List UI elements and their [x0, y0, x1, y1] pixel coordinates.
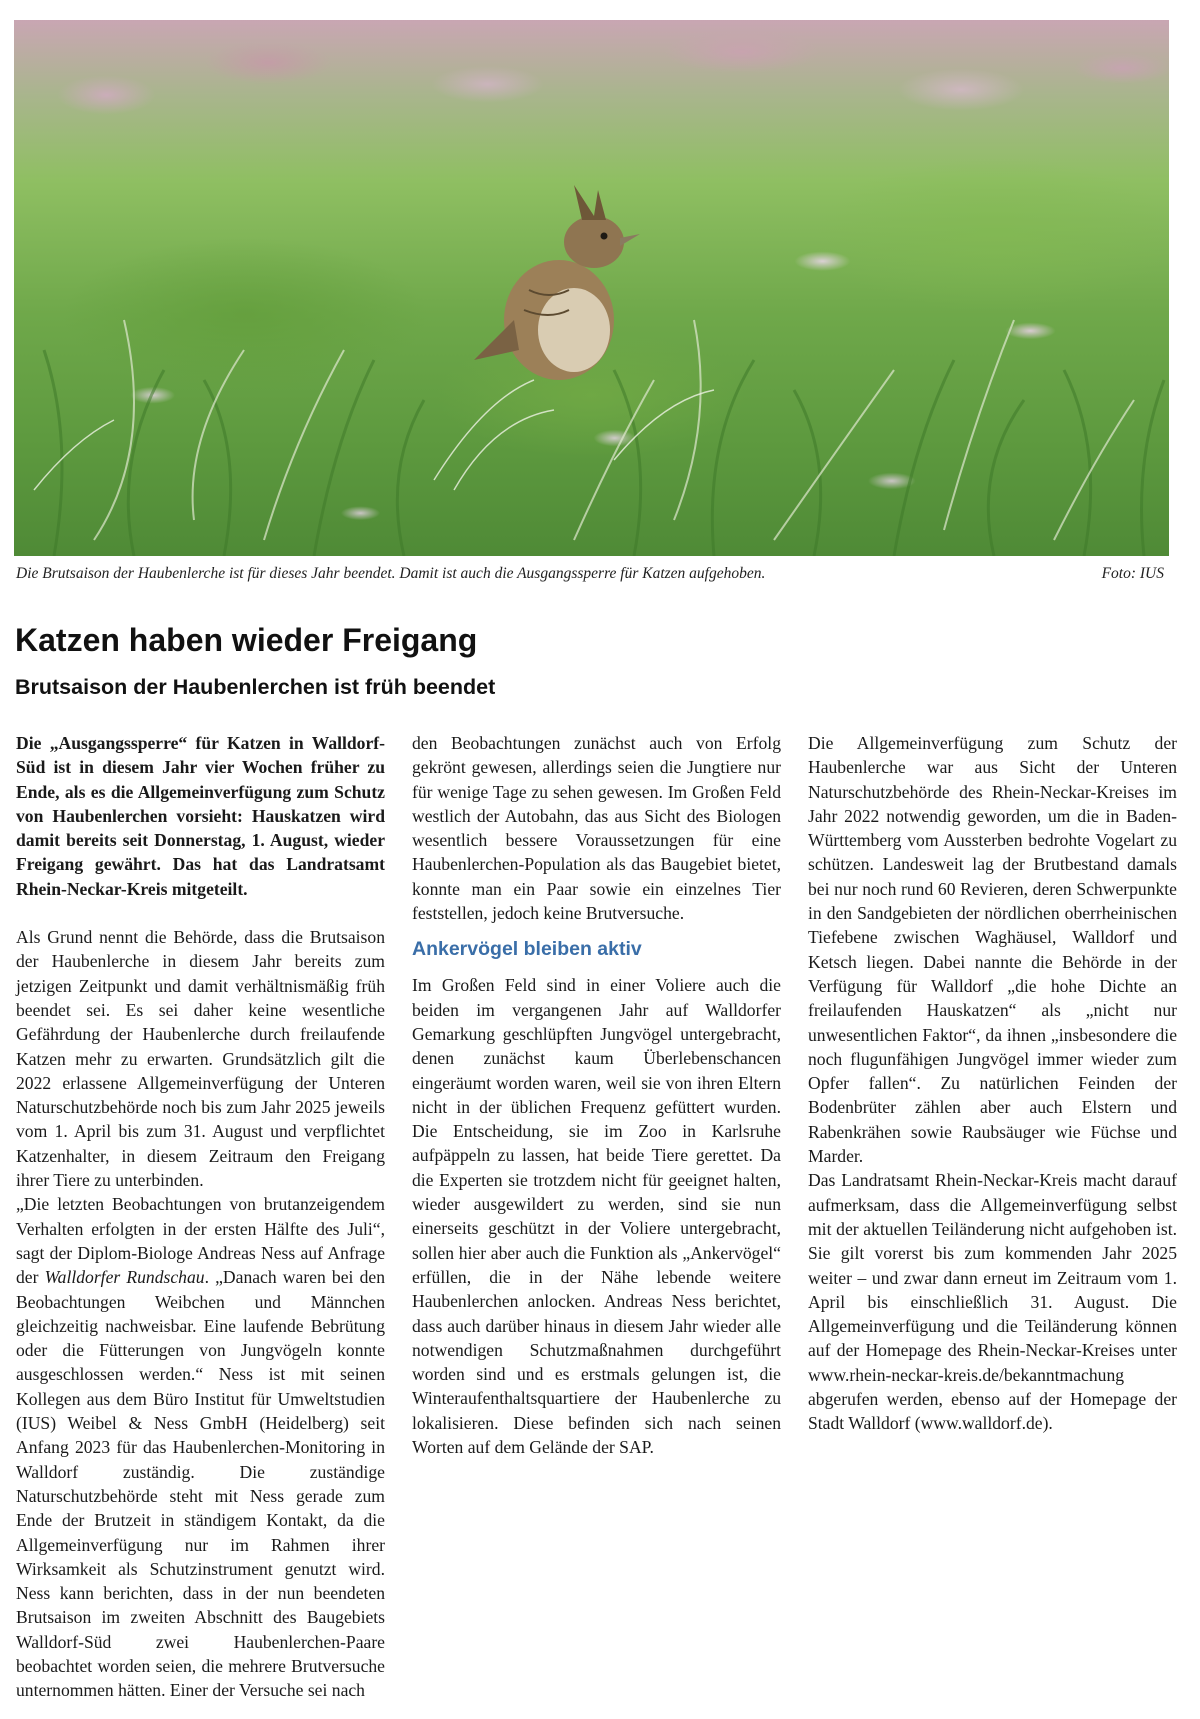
paragraph-observations-part-1: „Die letzten Beobachtungen von brutanzeigendem Verhalten erfolgten in der ersten Hälfte des Juli“, sagt der Diplom-Biologe Andreas Ness auf Anfrage der — [16, 1194, 385, 1288]
article-subtitle: Brutsaison der Haubenlerchen ist früh beendet — [15, 675, 496, 699]
paragraph-anchor-birds: Im Großen Feld sind in einer Voliere auch die beiden im vergangenen Jahr auf Walldorfer Gemarkung geschlüpften Jungvögel untergebracht, denen zunächst kaum Überlebenschancen eingeräumt worden waren, weil sie von ihren Eltern nicht in der üblichen Frequenz gefüttert wurden. Die Entscheidung, sie im Zoo in Karlsruhe aufpäppeln zu lassen, hat beide Tiere gerettet. Da die Experten sie trotzdem nicht für geeignet halten, wieder ausgewildert zu werden, sind sie nun einerseits geschützt in der Voliere untergebracht, sollen hier aber auch die Funktion als „Ankervögel“ erfüllen, die in der Nähe lebende weitere Haubenlerchen anlocken. Andreas Ness berichtet, dass auch darüber hinaus in diesem Jahr wieder alle notwendigen Schutzmaßnahmen durchgeführt worden sind und es erstmals gelungen ist, die Winteraufenthaltsquartiere der Haubenlerche zu lokalisieren. Diese befinden sich nach seinen Worten auf dem Gelände der SAP. — [412, 975, 781, 1458]
paragraph-observations-part-2: . „Danach waren bei den Beobachtungen Weibchen und Männchen gleichzeitig nachweisbar. Eine laufende Bebrütung oder die Fütterungen von Jungvögeln konnte ausgeschlossen werden.“ Ness ist mit seinen Kollegen aus dem Büro Institut für Umweltstudien (IUS) Weibel & Ness GmbH (Heidelberg) seit Anfang 2023 für das Haubenlerchen-Monitoring in Walldorf zuständig. Die zuständige Naturschutzbehörde steht mit Ness gerade zum Ende der Brutzeit in ständigem Kontakt, da die Allgemeinverfügung nur im Rahmen ihrer Wirksamkeit als Schutzinstrument genutzt wird. Ness kann berichten, dass in der nun beendeten Brutsaison im zweiten Abschnitt des Baugebiets Walldorf-Süd zwei Haubenlerchen-Paare beobachtet worden seien, die mehrere Brutversuche unternommen hätten. Einer der Versuche sei nach — [16, 1267, 385, 1701]
paragraph-observations — [16, 1192, 385, 1702]
lead-paragraph: Die „Ausgangssperre“ für Katzen in Walldorf-Süd ist in diesem Jahr vier Wochen früher zu Ende, als es die Allgemeinverfügung zum Schutz von Haubenlerchen vorsieht: Hauskatzen wird damit bereits seit Donnerstag, 1. August, wieder Freigang gewährt. Das hat das Landratsamt Rhein-Neckar-Kreis mitgeteilt. — [16, 733, 385, 899]
photo-credit: Foto: IUS — [1101, 565, 1164, 582]
newspaper-name: Walldorfer Rundschau — [44, 1267, 205, 1288]
section-subheading: Ankervögel bleiben aktiv — [412, 938, 642, 961]
photo-caption — [16, 562, 1166, 586]
text-column-1 — [16, 731, 385, 1703]
crested-lark-photo — [14, 20, 1169, 556]
paragraph-reason: Als Grund nennt die Behörde, dass die Brutsaison der Haubenlerche in diesem Jahr bereits zum jetzigen Zeitpunkt und damit verhältnismäßig früh beendet sei. Es sei daher keine wesentliche Gefährdung der Haubenlerche durch freilaufende Katzen mehr zu erwarten. Grundsätzlich gilt die 2022 erlassene Allgemeinverfügung der Unteren Naturschutzbehörde noch bis zum Jahr 2025 jeweils vom 1. April bis zum 31. August und verpflichtet Katzenhalter, in diesem Zeitraum den Freigang ihrer Tiere zu unterbinden. — [16, 927, 385, 1191]
crested-lark — [474, 185, 640, 380]
article-title: Katzen haben wieder Freigang — [15, 622, 478, 658]
paragraph-observations-continued: den Beobachtungen zunächst auch von Erfolg gekrönt gewesen, allerdings seien die Jungtiere nur für wenige Tage zu sehen gewesen. Im Großen Feld westlich der Autobahn, das aus Sicht des Biologen wesentlich bessere Voraussetzungen für eine Haubenlerchen-Population als das Baugebiet bietet, konnte man ein Paar sowie ein einzelnes Tier feststellen, jedoch keine Brutversuche. — [412, 733, 781, 924]
text-column-2 — [412, 731, 781, 1459]
bird-in-grass-illustration — [14, 20, 1169, 556]
caption-text: Die Brutsaison der Haubenlerche ist für dieses Jahr beendet. Damit ist auch die Ausgangssperre für Katzen aufgehoben. — [16, 565, 766, 582]
text-column-3 — [808, 731, 1177, 1436]
paragraph-regulation-validity: Das Landratsamt Rhein-Neckar-Kreis macht darauf aufmerksam, dass die Allgemeinverfügung selbst mit der aktuellen Teiländerung nicht aufgehoben ist. Sie gilt vorerst bis zum kommenden Jahr 2025 weiter – und zwar dann erneut im Zeitraum vom 1. April bis einschließlich 31. August. Die Allgemeinverfügung und die Teiländerung können auf der Homepage des Rhein-Neckar-Kreises unter www.rhein-neckar-kreis.de/bekanntmachung abgerufen werden, ebenso auf der Homepage der Stadt Walldorf (www.walldorf.de). — [808, 1170, 1177, 1434]
paragraph-regulation-background: Die Allgemeinverfügung zum Schutz der Haubenlerche war aus Sicht der Unteren Naturschutzbehörde des Rhein-Neckar-Kreises im Jahr 2022 notwendig geworden, um die in Baden-Württemberg vom Aussterben bedrohte Vogelart zu schützen. Landesweit lag der Brutbestand damals bei nur noch rund 60 Revieren, deren Schwerpunkte in den Sandgebieten der nördlichen oberrheinischen Tiefebene zwischen Waghäusel, Walldorf und Ketsch liegen. Dabei nannte die Behörde in der Verfügung für Walldorf „die hohe Dichte an freilaufenden Hauskatzen“ als „nicht nur unwesentlichen Faktor“, da ihnen „insbesondere die noch flugunfähigen Jungvögel immer wieder zum Opfer fallen“. Zu natürlichen Feinden der Bodenbrüter zählen aber auch Elstern und Rabenkrähen sowie Raubsäuger wie Füchse und Marder. — [808, 733, 1177, 1167]
